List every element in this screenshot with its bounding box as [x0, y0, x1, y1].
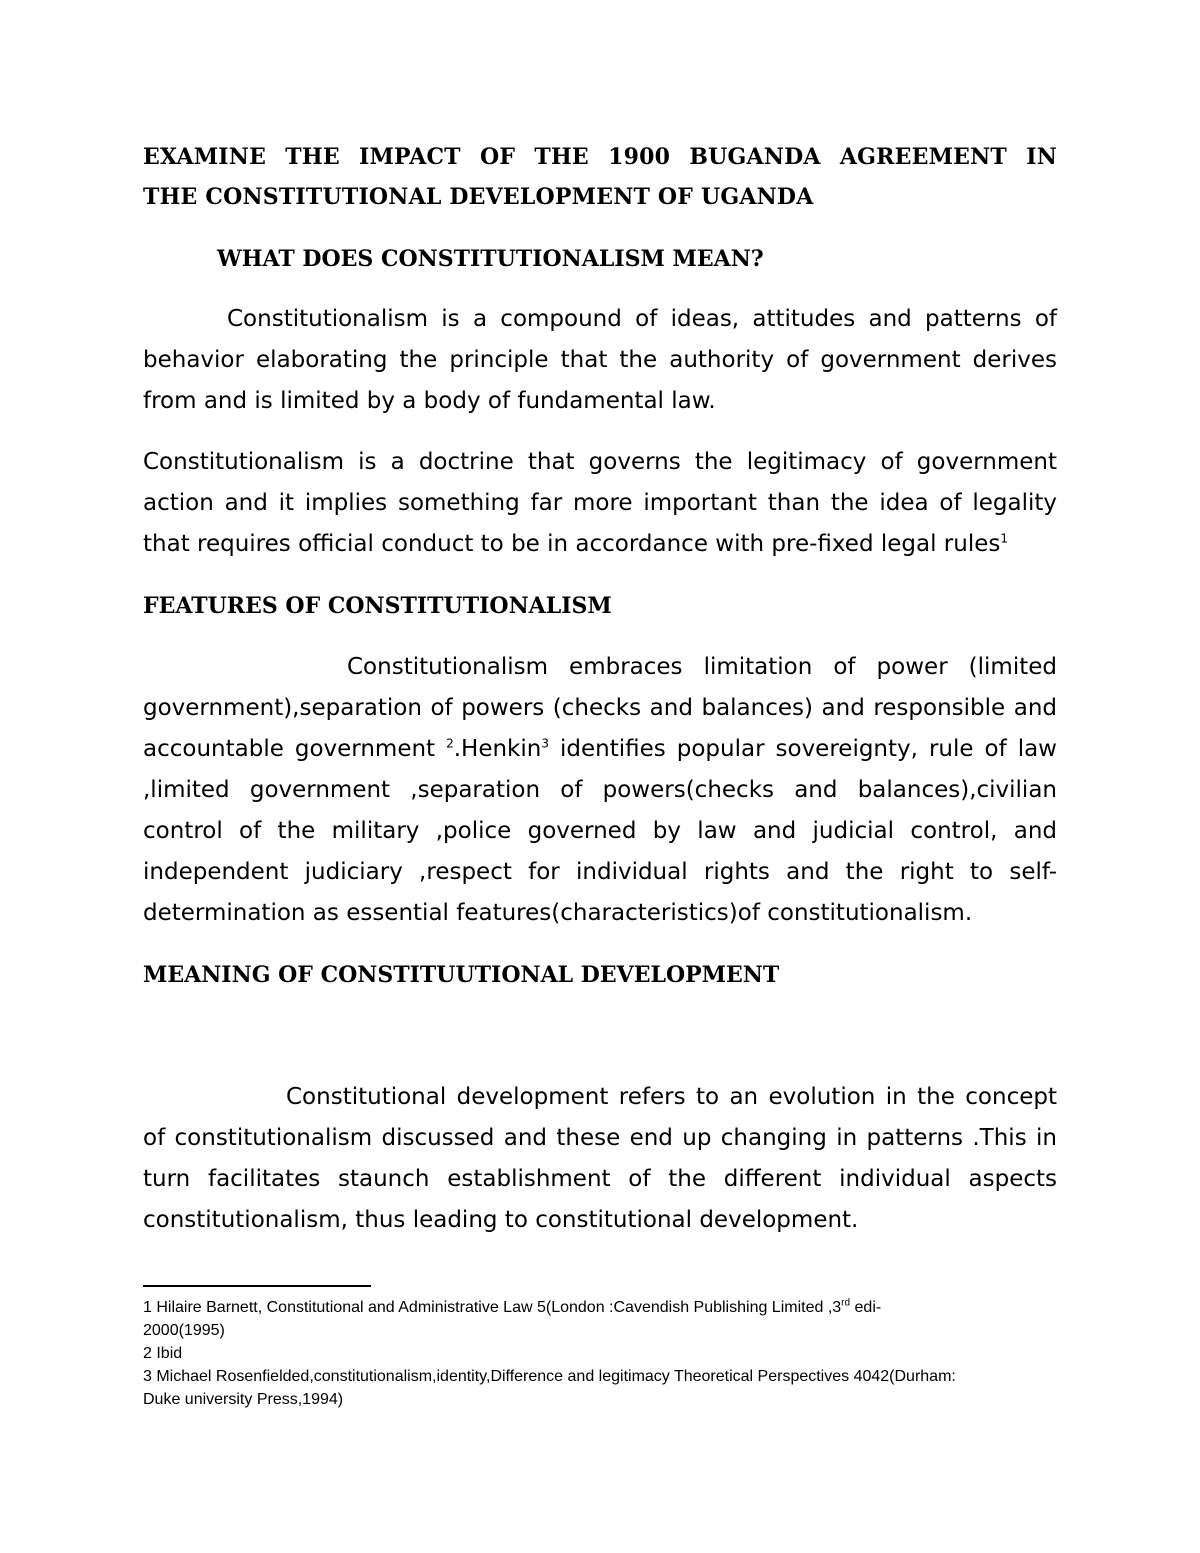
paragraph-meaning-text: Constitutional development refers to an evolution in the concept of constitutionalism discussed and these end up changing in patterns .This in turn facilitates staunch establishment of the different individual aspects constitutionalism, thus leading to constitutional development.: [143, 1084, 1057, 1233]
footnote-1-continued: 2000(1995): [143, 1322, 225, 1339]
footnote-separator: [143, 1285, 371, 1287]
document-body: [143, 137, 1057, 1241]
heading-features-text: FEATURES OF CONSTITUTIONALISM: [143, 593, 612, 619]
heading-meaning: [143, 955, 1057, 995]
footnote-3-continued: Duke university Press,1994): [143, 1391, 344, 1408]
footnote-ref-1: 1: [1000, 531, 1008, 546]
document-title: [143, 137, 1057, 177]
paragraph-meaning: [143, 1077, 1057, 1241]
title-line-1: EXAMINE THE IMPACT OF THE 1900 BUGANDA AGREEMENT IN: [143, 144, 1057, 170]
footnote-1: [143, 1296, 1063, 1319]
heading-meaning-text: MEANING OF CONSTITUUTIONAL DEVELOPMENT: [143, 962, 780, 988]
paragraph-features-text-3: identifies popular sovereignty, rule of law ,limited government ,separation of powers(checks and balances),civilian control of the military ,police governed by law and judicial control, and independent judiciary ,respect for individual rights and the right to self-determination as essential features(characteristics)of constitutionalism.: [143, 736, 1057, 926]
document-title-line-2: [143, 177, 1057, 217]
footnotes: [143, 1296, 1063, 1411]
footnote-2: 2 Ibid: [143, 1345, 183, 1362]
footnote-3: 3 Michael Rosenfielded,constitutionalism,identity,Difference and legitimacy Theoretical Perspectives 4042(Durham:: [143, 1368, 956, 1385]
paragraph-features-text-1: Constitutionalism embraces limitation of power (limited government),separation of powers (checks and balances) and responsible and accountable government: [143, 654, 1057, 762]
paragraph-definition-text: Constitutionalism is a compound of ideas, attitudes and patterns of behavior elaborating the principle that the authority of government derives from and is limited by a body of fundamental law.: [143, 306, 1057, 414]
paragraph-doctrine: [143, 442, 1057, 565]
subheading-constitutionalism: [143, 239, 1057, 279]
subheading-text: WHAT DOES CONSTITUTIONALISM MEAN?: [217, 246, 764, 272]
paragraph-doctrine-text: Constitutionalism is a doctrine that governs the legitimacy of government action and it implies something far more important than the idea of legality that requires official conduct to be in accordance with pre-fixed legal rules: [143, 449, 1057, 557]
paragraph-definition: [143, 299, 1057, 422]
footnote-ref-3: 3: [541, 736, 549, 751]
paragraph-features-text-2: .Henkin: [453, 736, 542, 762]
footnote-1-superscript: rd: [841, 1297, 851, 1309]
footnote-1-text: 1 Hilaire Barnett, Constitutional and Administrative Law 5(London :Cavendish Publishing Limited ,3: [143, 1299, 842, 1316]
paragraph-features: [143, 647, 1057, 934]
footnote-ref-2: 2: [446, 736, 454, 751]
footnote-1-text-2: edi-: [850, 1299, 882, 1316]
heading-features: [143, 586, 1057, 626]
title-line-2: THE CONSTITUTIONAL DEVELOPMENT OF UGANDA: [143, 184, 814, 210]
